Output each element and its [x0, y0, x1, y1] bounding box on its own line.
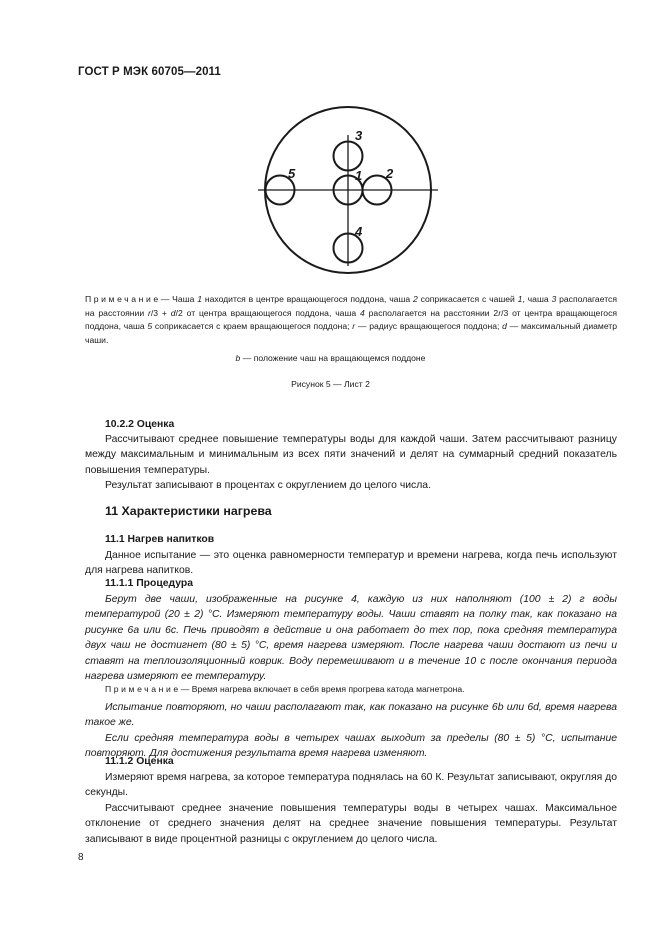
- heading-11-1-1: 11.1.1 Процедура: [105, 578, 194, 589]
- figure-caption: Рисунок 5 — Лист 2: [291, 379, 370, 389]
- paragraph: Испытание повторяют, но чаши располагают так, как показано на рисунке 6b или 6d, время нагрева такое же.: [85, 702, 617, 729]
- cup-label-5: 5: [288, 166, 296, 181]
- cup-label-1: 1: [355, 168, 363, 183]
- paragraph: Берут две чаши, изображенные на рисунке 4, каждую из них наполняют (100 ± 2) г воды температурой (20 ± 2) °С. Измеряют температуру воды. Чаши ставят на полку так, как показано на рисунке 6а или 6с. Печь приводят в действие и она работает до тех пор, пока средняя температура двух чаш не достигнет (80 ± 5) °С, время нагрева измеряют. После нагрева чаши достают из печи и ставят на теплоизоляционный коврик. Воду перемешивают и в течение 10 с после окончания периода нагрева измеряют ее температуру.: [85, 594, 617, 683]
- page-number: 8: [78, 852, 84, 863]
- paragraph: Если средняя температура воды в четырех чашах выходит за пределы (80 ± 5) °С, испытание повторяют. Для достижения результата время нагрева изменяют.: [85, 732, 617, 760]
- note-prefix: Примечание: [85, 294, 161, 304]
- standard-header: ГОСТ Р МЭК 60705—2011: [78, 66, 221, 78]
- figure-note: Примечание— Чаша 1 находится в центре вращающегося поддона, чаша 2 соприкасается с чашей 1, чаша 3 располагается на расстоянии r/3 + d/2 от центра вращающегося поддона, чаша 4 располагается на расстоянии 2r/3 от центра вращающегося поддона, чаша 5 соприкасается с краем вращающегося поддона; r — радиус вращающегося поддона; d — максимальный диаметр чаши.: [85, 294, 618, 345]
- procedure-note: Примечание— Время нагрева включает в себя время прогрева катода магнетрона.: [105, 684, 465, 694]
- section-11-1-2-body: [85, 770, 617, 847]
- section-10-2-2-body: [85, 432, 617, 494]
- section-11-1-1-body: [85, 592, 617, 684]
- heading-11: 11 Характеристики нагрева: [105, 504, 272, 518]
- cup-label-4: 4: [355, 224, 363, 239]
- paragraph: Измеряют время нагрева, за которое температура поднялась на 60 К. Результат записывают, округляя до секунды.: [85, 772, 617, 799]
- turntable-diagram: [0, 0, 661, 300]
- heading-10-2-2: 10.2.2 Оценка: [105, 419, 175, 430]
- section-11-1-1-continued: [85, 700, 617, 762]
- figure-subcaption: b — положение чаш на вращающемся поддоне: [235, 353, 426, 363]
- paragraph: Рассчитывают среднее значение повышения температуры воды в четырех чашах. Максимальное отклонение от среднего значения делят на среднее значение повышения температуры. Результат записывают в виде процентной разницы с округлением до целого числа.: [85, 802, 617, 845]
- cup-label-2: 2: [386, 166, 394, 181]
- paragraph: Рассчитывают среднее повышение температуры воды для каждой чаши. Затем рассчитывают разницу между максимальным и минимальным из всех пяти значений и делят на суммарный средний показатель повышения температуры.: [85, 434, 617, 476]
- heading-11-1: 11.1 Нагрев напитков: [105, 534, 215, 545]
- paragraph: Данное испытание — это оценка равномерности температур и времени нагрева, когда печь используют для нагрева напитков.: [85, 550, 617, 577]
- cup-label-3: 3: [355, 128, 363, 143]
- heading-11-1-2: 11.1.2 Оценка: [105, 756, 174, 767]
- section-11-1-body: [85, 548, 617, 579]
- paragraph: Результат записывают в процентах с округлением до целого числа.: [105, 480, 431, 492]
